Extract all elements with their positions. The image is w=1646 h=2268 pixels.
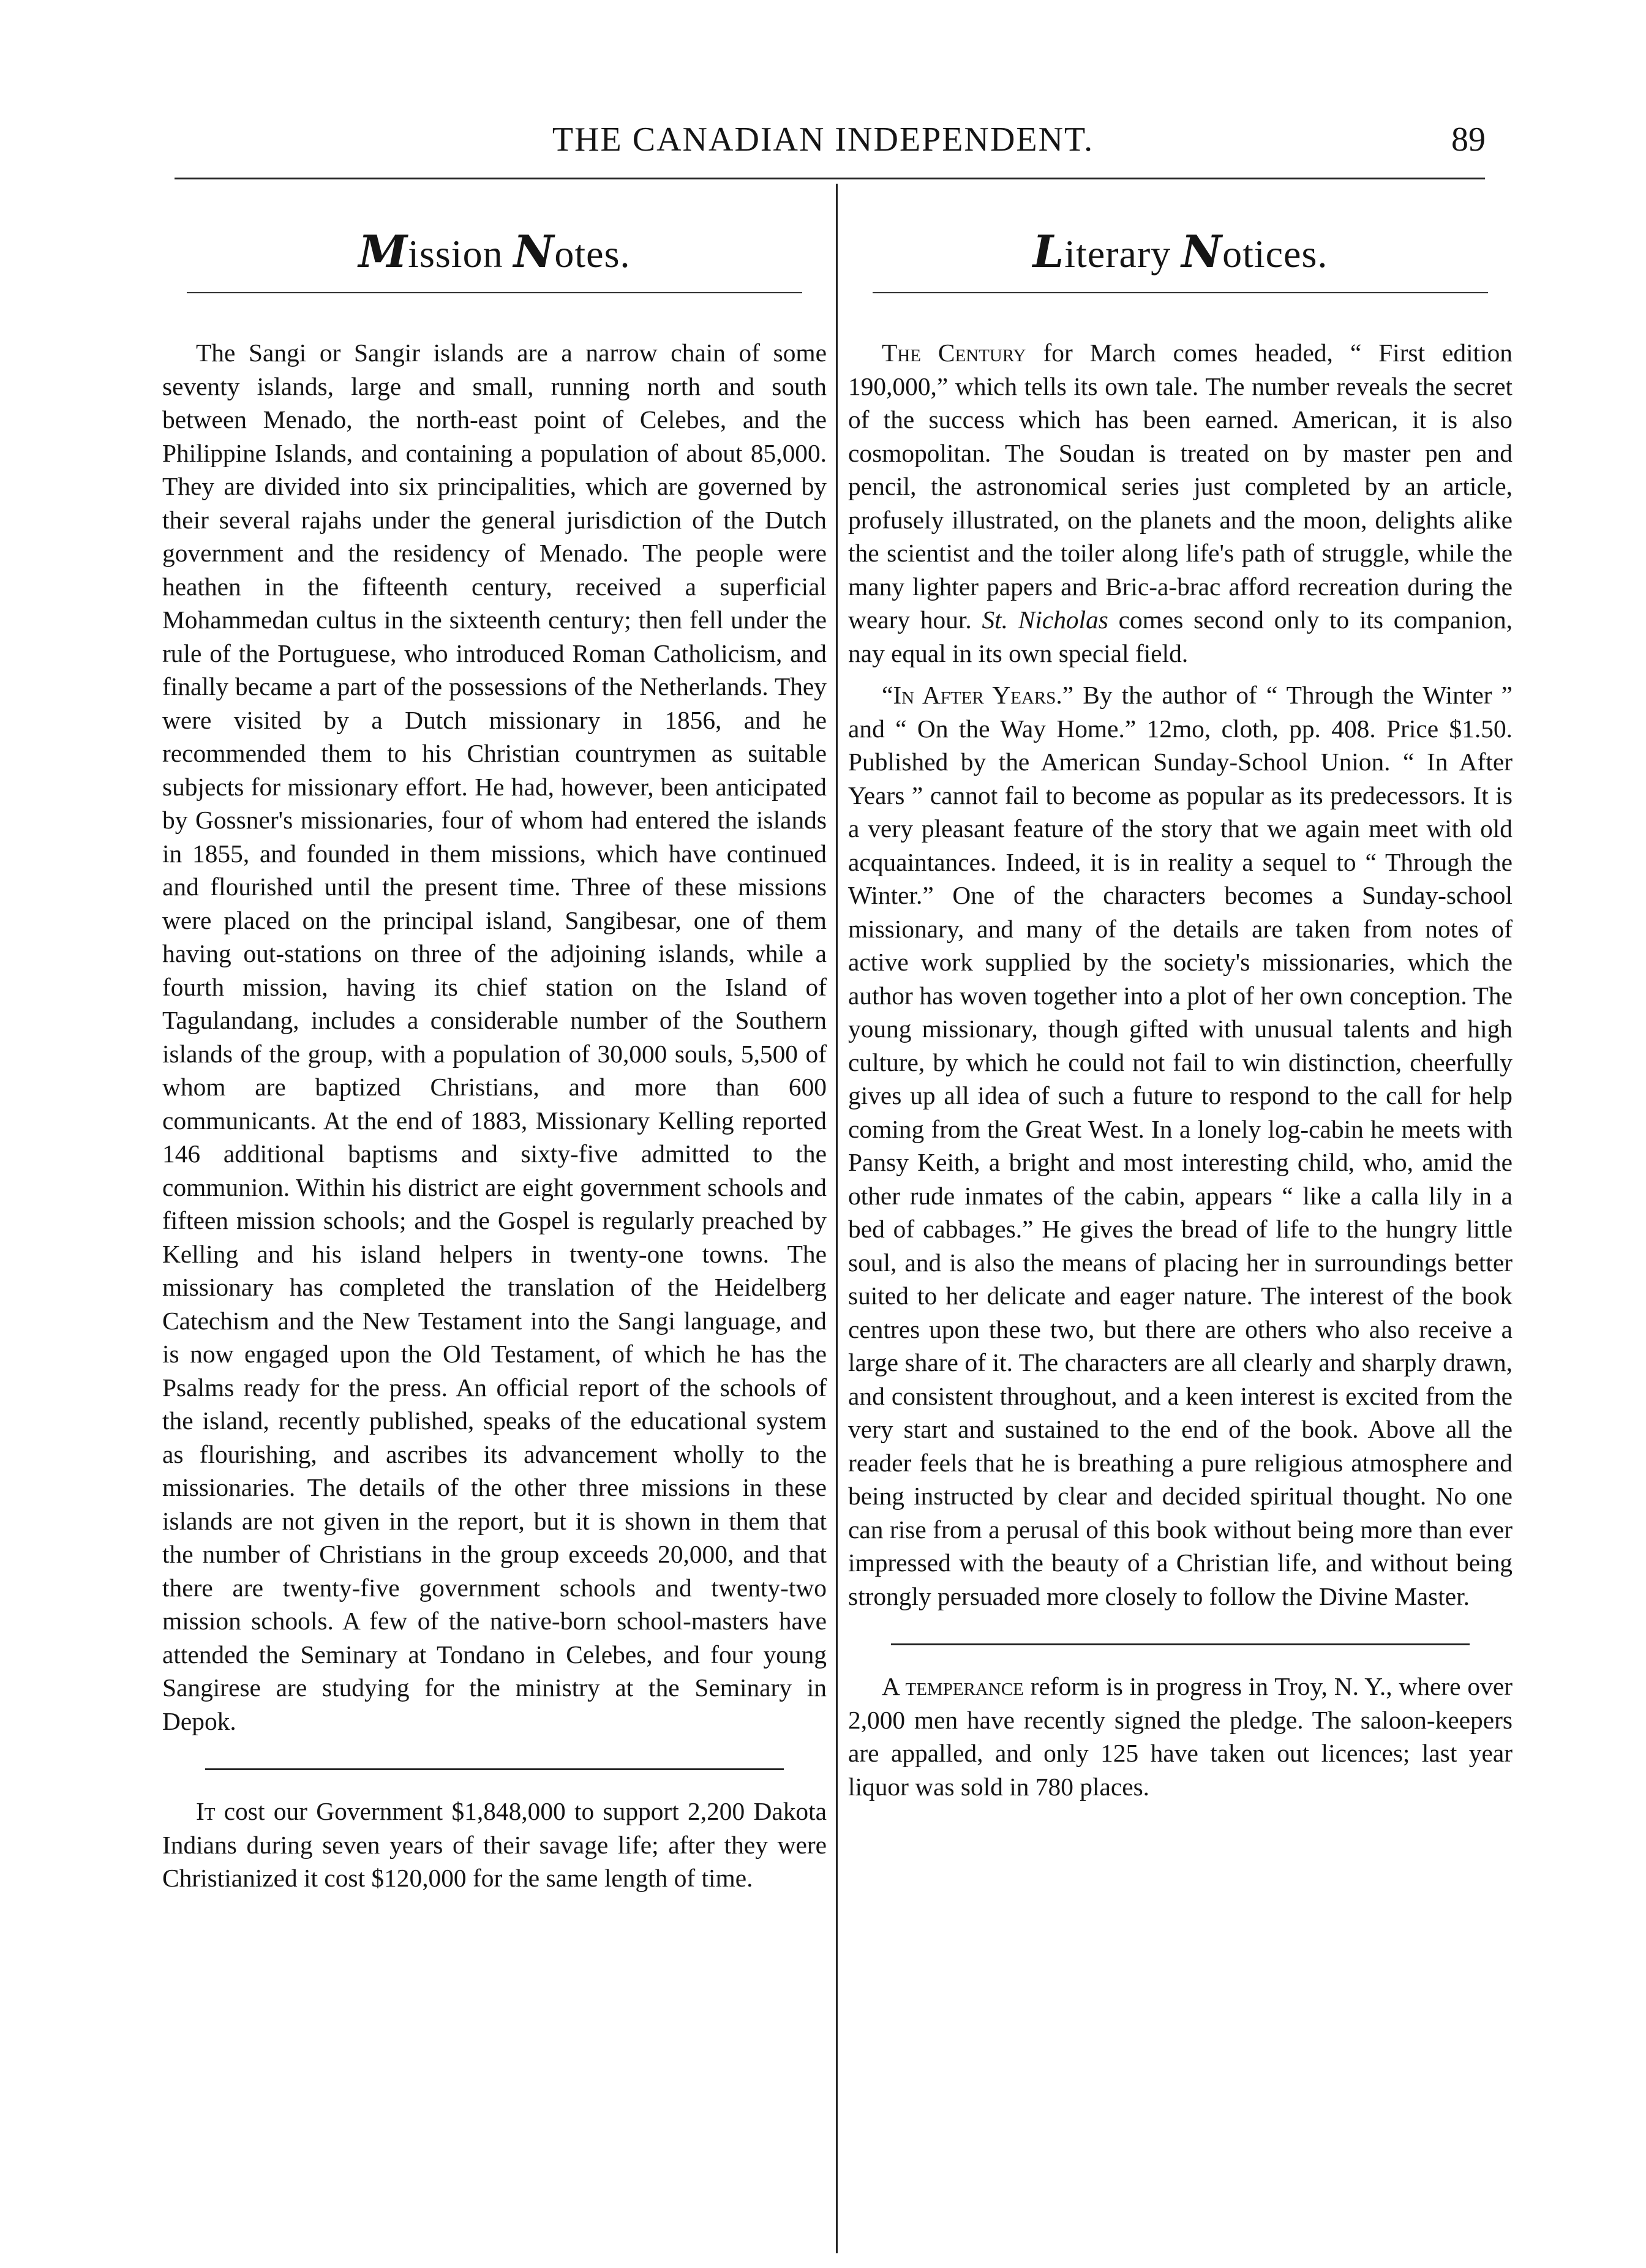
book-title: “In After Years.” bbox=[882, 681, 1074, 709]
paragraph-spacer bbox=[848, 670, 1513, 678]
century-notice-paragraph bbox=[848, 336, 1513, 670]
heading-text: ission bbox=[408, 232, 514, 276]
header-rule bbox=[175, 178, 1485, 179]
literary-notices-heading bbox=[848, 225, 1513, 277]
heading-initial: M bbox=[358, 225, 408, 277]
paragraph-text: reform is in progress in Troy, N. Y., where over 2,000 men have recently signed the pledge. The saloon-keepers are appalled, and only 125 have taken out licences; last year liquor was sold in 780 places. bbox=[848, 1672, 1513, 1801]
paragraph-text: for March comes headed, “ First edition 190,000,” which tells its own tale. The number reveals the secret of the success which has been earned. American, it is also cosmopolitan. The Soudan is treated on by master pen and pencil, the astronomical series just completed by an article, profusely illustrated, on the planets and the moon, delights alike the scientist and the toiler along life's path of struggle, while the many lighter papers and Bric-a-brac afford recreation during the weary hour. bbox=[848, 339, 1513, 634]
article-separator bbox=[205, 1768, 784, 1770]
heading-text: otices. bbox=[1222, 232, 1328, 276]
running-head bbox=[0, 120, 1646, 169]
heading-initial: N bbox=[1181, 225, 1223, 277]
paragraph-text: comes second only to its companion, nay equal in its own special field. bbox=[848, 606, 1513, 667]
article-separator bbox=[891, 1643, 1470, 1645]
left-column bbox=[162, 196, 827, 1895]
heading-text: iterary bbox=[1064, 232, 1182, 276]
paragraph-text: cost our Government $1,848,000 to support 2,200 Dakota Indians during seven years of their savage life; after they were Christianized it cost $120,000 for the same length of time. bbox=[162, 1797, 827, 1892]
heading-text: otes. bbox=[554, 232, 631, 276]
heading-initial: L bbox=[1032, 225, 1065, 277]
publication-title: THE CANADIAN INDEPENDENT. bbox=[552, 121, 1094, 159]
in-after-years-paragraph bbox=[848, 678, 1513, 1613]
right-column bbox=[848, 196, 1513, 1803]
magazine-title: St. Nicholas bbox=[982, 606, 1108, 634]
temperance-paragraph bbox=[848, 1670, 1513, 1803]
dakota-indians-paragraph bbox=[162, 1795, 827, 1895]
lead-words: The Century bbox=[882, 339, 1026, 367]
mission-notes-heading bbox=[162, 225, 827, 277]
lead-word: It bbox=[196, 1797, 216, 1825]
heading-initial: N bbox=[513, 225, 555, 277]
lead-words: A temperance bbox=[882, 1672, 1024, 1700]
sangi-islands-paragraph: The Sangi or Sangir islands are a narrow chain of some seventy islands, large and small, running north and south between Menado, the north-east point of Celebes, and the Philippine Islands, and containing a population of about 85,000. They are divided into six principalities, which are governed by their several rajahs under the general jurisdiction of the Dutch government and the residency of Menado. The people were heathen in the fifteenth century, received a superficial Mohammedan cultus in the sixteenth century; then fell under the rule of the Portuguese, who introduced Roman Catholicism, and finally became a part of the possessions of the Netherlands. They were visited by a Dutch missionary in 1856, and he recommended them to his Christian countrymen as suitable subjects for missionary effort. He had, however, been anticipated by Gossner's missionaries, four of whom had entered the islands in 1855, and founded in them missions, which have continued and flourished until the present time. Three of these missions were placed on the principal island, Sangibesar, one of them having out-stations on three of the adjoining islands, while a fourth mission, having its chief station on the Island of Tagulandang, includes a considerable number of the Southern islands of the group, with a population of 30,000 souls, 5,500 of whom are baptized Christians, and more than 600 communicants. At the end of 1883, Missionary Kelling reported 146 additional baptisms and sixty-five admitted to the communion. Within his district are eight government schools and fifteen mission schools; and the Gospel is regularly preached by Kelling and his island helpers in twenty-one towns. The missionary has completed the translation of the Heidelberg Catechism and the New Testament into the Sangi language, and is now engaged upon the Old Testament, of which he has the Psalms ready for the press. An official report of the schools of the island, recently published, speaks of the educational system as flourishing, and ascribes its advancement wholly to the missionaries. The details of the other three missions in these islands are not given in the report, but it is shown in them that the number of Christians in the group exceeds 20,000, and that there are twenty-five government schools and twenty-two mission schools. A few of the native-born school-masters have attended the Seminary at Tondano in Celebes, and four young Sangirese are studying for the ministry at the Seminary in Depok. bbox=[162, 339, 827, 1735]
section-rule bbox=[187, 292, 802, 293]
paragraph-text: By the author of “ Through the Winter ” and “ On the Way Home.” 12mo, cloth, pp. 408. Price $1.50. Published by the American Sunday-School Union. “ In After Years ” cannot fail to become as popular as its predecessors. It is a very pleasant feature of the story that we again meet with old acquaintances. Indeed, it is in reality a sequel to “ Through the Winter.” One of the characters becomes a Sunday-school missionary, and many of the details are taken from notes of active work supplied by the society's missionaries, which the author has woven together into a plot of her own conception. The young missionary, though gifted with unusual talents and high culture, by which he could not fail to win distinction, cheerfully gives up all idea of such a future to respond to the call for help coming from the Great West. In a lonely log-cabin he meets with Pansy Keith, a bright and most interesting child, who, amid the other rude inmates of the cabin, appears “ like a calla lily in a bed of cabbages.” He gives the bread of life to the hungry little soul, and is also the means of placing her in surroundings better suited to her delicate and eager nature. The interest of the book centres upon these two, but there are others who also receive a large share of it. The characters are all clearly and sharply drawn, and consistent throughout, and a keen interest is excited from the very start and sustained to the end of the book. Above all the reader feels that he is breathing a pure religious atmosphere and being instructed by clear and decided spiritual thought. No one can rise from a perusal of this book without being more than ever impressed with the beauty of a Christian life, and without being strongly persuaded more closely to follow the Divine Master. bbox=[848, 681, 1513, 1610]
column-divider bbox=[836, 184, 838, 2253]
page-number: 89 bbox=[1451, 121, 1486, 159]
section-rule bbox=[873, 292, 1488, 293]
